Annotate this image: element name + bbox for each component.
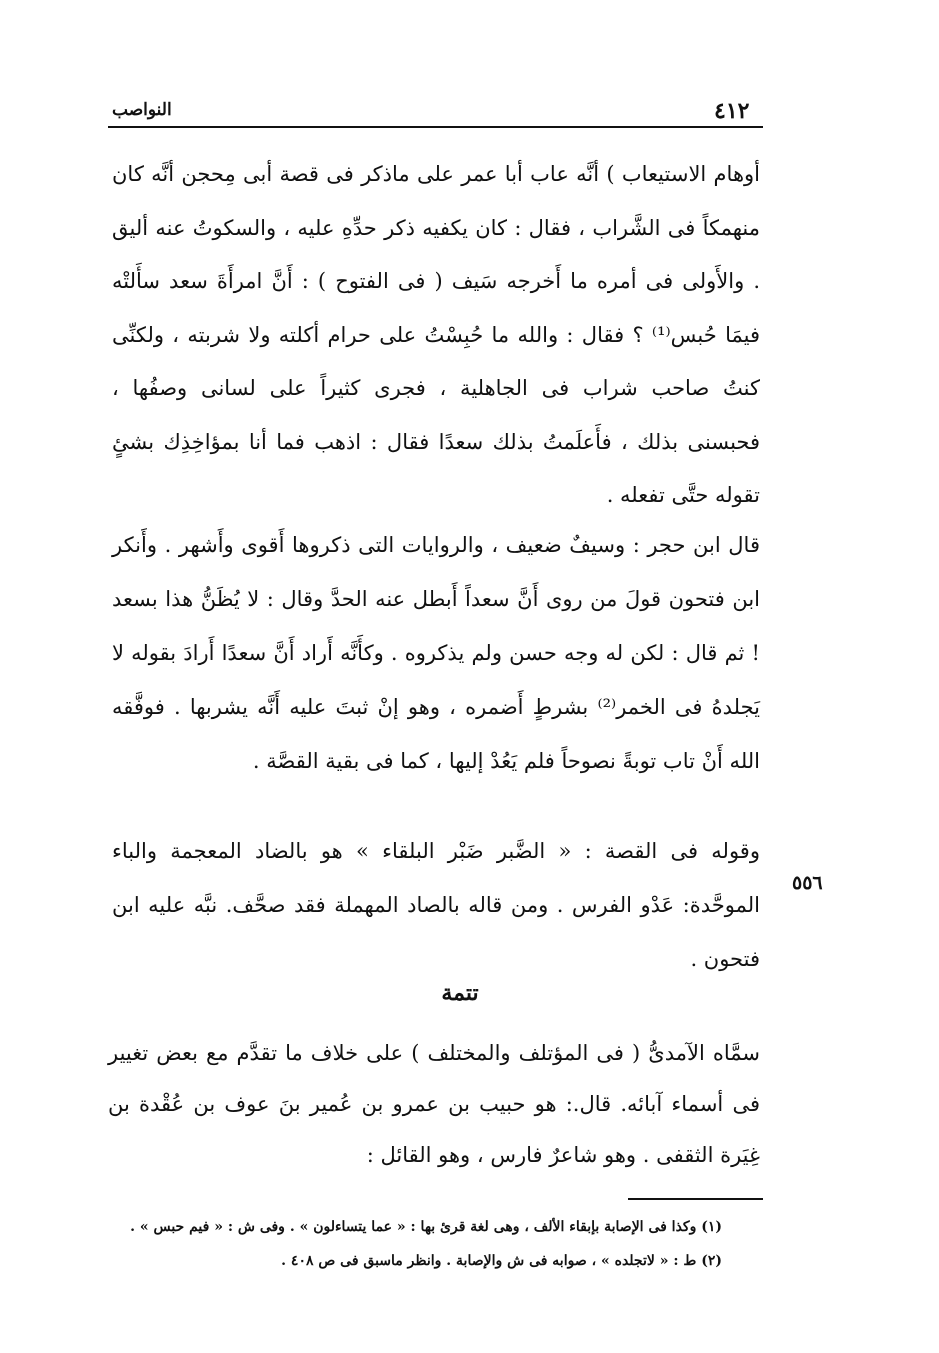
margin-reference-number: ٥٥٦ — [792, 872, 823, 894]
page-number: ٤١٢ — [714, 98, 750, 124]
section-heading: تتمة — [441, 980, 479, 1006]
paragraph-4: سمَّاه الآمدىُّ ( فى المؤتلف والمختلف ) على خلاف ما تقدَّم مع بعض تغيير فى أسماء آبائه. قال.: هو حبيب بن عمرو بن عُمير بنَ عوف بن عُقْدة بن غِيَرة الثقفى . وهو شاعرٌ فارس ، وهو القائل : — [108, 1041, 760, 1167]
running-header-title: النواصب — [112, 100, 172, 120]
paragraph-2: قال ابن حجر : وسيفٌ ضعيف ، والروايات التى ذكروها أَقوى وأَشهر . وأَنكر ابن فتحون قولَ من روى أَنَّ سعداً أَبطل عنه الحدَّ وقال : لا يُظَنُّ هذا بسعد ! ثم قال : لكن له وجه حسن ولم يذكروه . وكأَنَّه أَراد أَنَّ سعدًا أَرادَ بقوله لا يَجلدهُ فى الخمر⁽²⁾ بشرطٍ أَضمره ، وهو إنْ ثبتَ عليه أَنَّه يشربها . فوفَّقه الله أَنْ تاب توبةً نصوحاً فلم يَعُدْ إليها ، كما فى بقية القصَّة . — [112, 533, 760, 773]
footnote-1: (١) وكذا فى الإصابة بإبقاء الألف ، وهى لغة قرئ بها : « عما يتساءلون » . وفى ش : « فيم حبس » . — [130, 1219, 722, 1235]
footnote-rule — [628, 1198, 763, 1200]
header-rule — [108, 126, 763, 128]
footnote-2: (٢) ط : « لاتجلده » ، صوابه فى ش والإصابة . وانظر ماسبق فى ص ٤٠٨ . — [281, 1253, 722, 1269]
paragraph-1: أوهام الاستيعاب ) أنَّه عاب أبا عمر على ماذكر فى قصة أبى مِحجن أنَّه كان منهمكاً فى الشَّراب ، فقال : كان يكفيه ذكر حدِّهِ عليه ، والسكوتُ عنه أليق . والأَولى فى أمره ما أَخرجه سَيف ( فى الفتوح ) : أَنَّ امرأَةَ سعد سأَلتْه فيمَا حُبس⁽¹⁾ ؟ فقال : والله ما حُبِسْتُ على حرام أكلته ولا شربته ، ولكنِّى كنتُ صاحب شراب فى الجاهلية ، فجرى كثيراً على لسانى وصفُها ، فحبسنى بذلك ، فأَعلَمتُ بذلك سعدًا فقال : اذهب فما أنا بمؤاخِذِك بشئٍ تقوله حتَّى تفعله . — [112, 162, 760, 507]
paragraph-3: وقوله فى القصة : « الضَّبر ضَبْر البلقاء » هو بالضاد المعجمة والباء الموحَّدة: عَدْو الفرس . ومن قاله بالصاد المهملة فقد صحَّف. نبَّه عليه ابن فتحون . — [112, 839, 760, 971]
footnotes — [112, 1210, 722, 1278]
